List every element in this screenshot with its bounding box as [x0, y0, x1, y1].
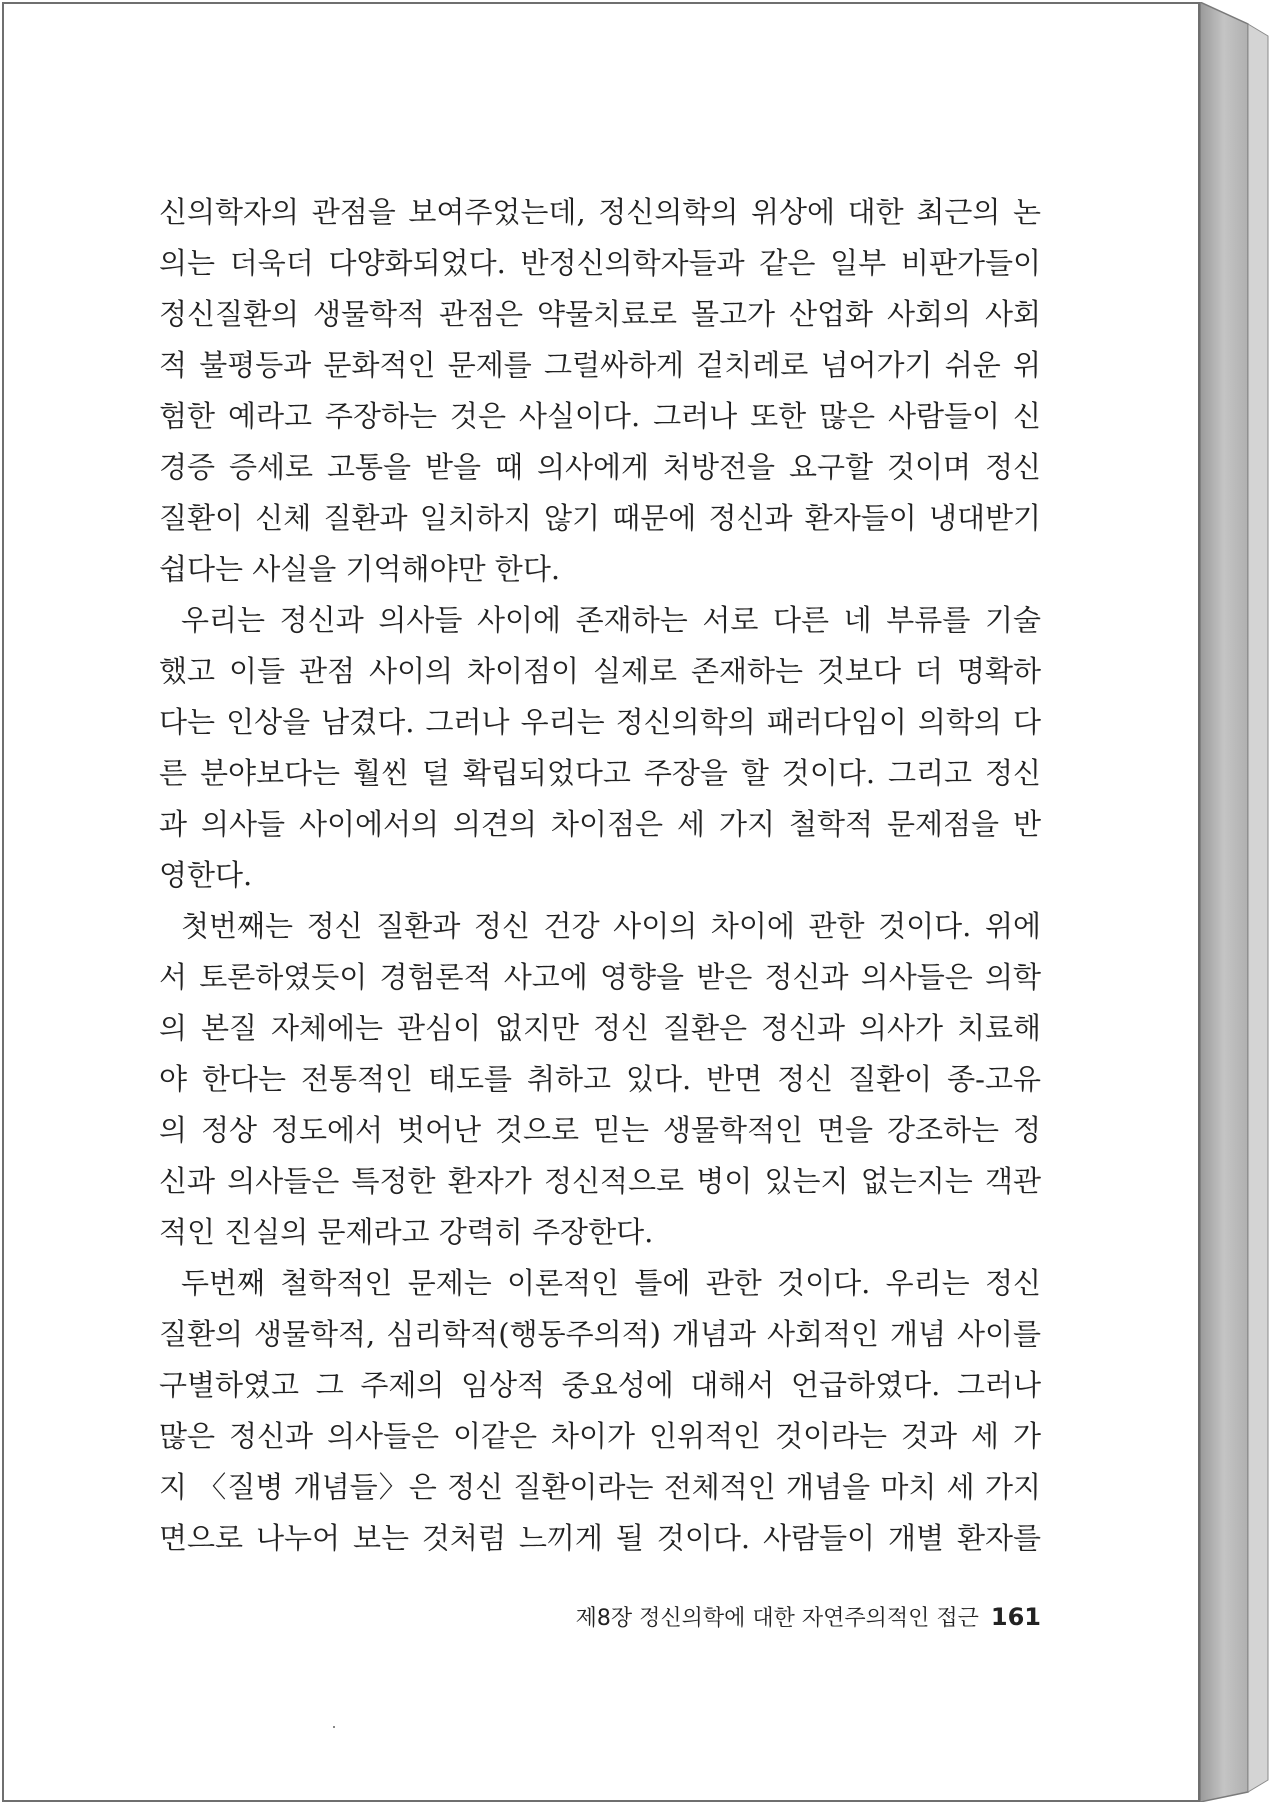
text-line: 정신질환의 생물학적 관점은 약물치료로 몰고가 산업화 사회의 사회	[159, 297, 1041, 331]
text-line: 의는 더욱더 다양화되었다. 반정신의학자들과 같은 일부 비판가들이	[159, 246, 1041, 280]
text-line: 경증 증세로 고통을 받을 때 의사에게 처방전을 요구할 것이며 정신	[159, 450, 1041, 484]
text-line: 두번째 철학적인 문제는 이론적인 틀에 관한 것이다. 우리는 정신	[181, 1266, 1041, 1300]
running-title: 제8장 정신의학에 대한 자연주의적인 접근	[575, 1606, 979, 1631]
scan-speck	[333, 1726, 335, 1728]
text-line: 우리는 정신과 의사들 사이에 존재하는 서로 다른 네 부류를 기술	[181, 603, 1041, 637]
text-line: 첫번째는 정신 질환과 정신 건강 사이의 차이에 관한 것이다. 위에	[181, 909, 1041, 943]
text-line: 신의학자의 관점을 보여주었는데, 정신의학의 위상에 대한 최근의 논	[159, 195, 1041, 229]
text-line: 적인 진실의 문제라고 강력히 주장한다.	[159, 1215, 654, 1249]
text-line: 과 의사들 사이에서의 의견의 차이점은 세 가지 철학적 문제점을 반	[159, 807, 1041, 841]
text-line: 질환의 생물학적, 심리학적(행동주의적) 개념과 사회적인 개념 사이를	[159, 1317, 1041, 1351]
text-line: 의 정상 정도에서 벗어난 것으로 믿는 생물학적인 면을 강조하는 정	[159, 1113, 1041, 1147]
text-line: 의 본질 자체에는 관심이 없지만 정신 질환은 정신과 의사가 치료해	[159, 1011, 1041, 1045]
text-line: 험한 예라고 주장하는 것은 사실이다. 그러나 또한 많은 사람들이 신	[159, 399, 1041, 433]
text-line: 많은 정신과 의사들은 이같은 차이가 인위적인 것이라는 것과 세 가	[159, 1419, 1041, 1453]
text-line: 적 불평등과 문화적인 문제를 그럴싸하게 겉치레로 넘어가기 쉬운 위	[159, 348, 1041, 382]
text-line: 신과 의사들은 특정한 환자가 정신적으로 병이 있는지 없는지는 객관	[159, 1164, 1041, 1198]
text-line: 른 분야보다는 훨씬 덜 확립되었다고 주장을 할 것이다. 그리고 정신	[159, 756, 1041, 790]
text-line: 지 〈질병 개념들〉은 정신 질환이라는 전체적인 개념을 마치 세 가지	[159, 1470, 1041, 1504]
page-footer	[504, 1601, 1041, 1632]
text-line: 구별하였고 그 주제의 임상적 중요성에 대해서 언급하였다. 그러나	[159, 1368, 1041, 1402]
text-line: 질환이 신체 질환과 일치하지 않기 때문에 정신과 환자들이 냉대받기	[159, 501, 1041, 535]
page-thickness-edge	[1200, 2, 1270, 1802]
text-line: 서 토론하였듯이 경험론적 사고에 영향을 받은 정신과 의사들은 의학	[159, 960, 1041, 994]
text-line: 영한다.	[159, 858, 253, 892]
text-line: 했고 이들 관점 사이의 차이점이 실제로 존재하는 것보다 더 명확하	[159, 654, 1041, 688]
page-number: 161	[990, 1603, 1041, 1631]
body-text	[159, 187, 1041, 1564]
text-line: 야 한다는 전통적인 태도를 취하고 있다. 반면 정신 질환이 종-고유	[159, 1062, 1041, 1096]
text-line: 쉽다는 사실을 기억해야만 한다.	[159, 552, 561, 586]
text-line: 다는 인상을 남겼다. 그러나 우리는 정신의학의 패러다임이 의학의 다	[159, 705, 1041, 739]
book-page	[2, 2, 1200, 1802]
text-line: 면으로 나누어 보는 것처럼 느끼게 될 것이다. 사람들이 개별 환자를	[159, 1521, 1041, 1555]
